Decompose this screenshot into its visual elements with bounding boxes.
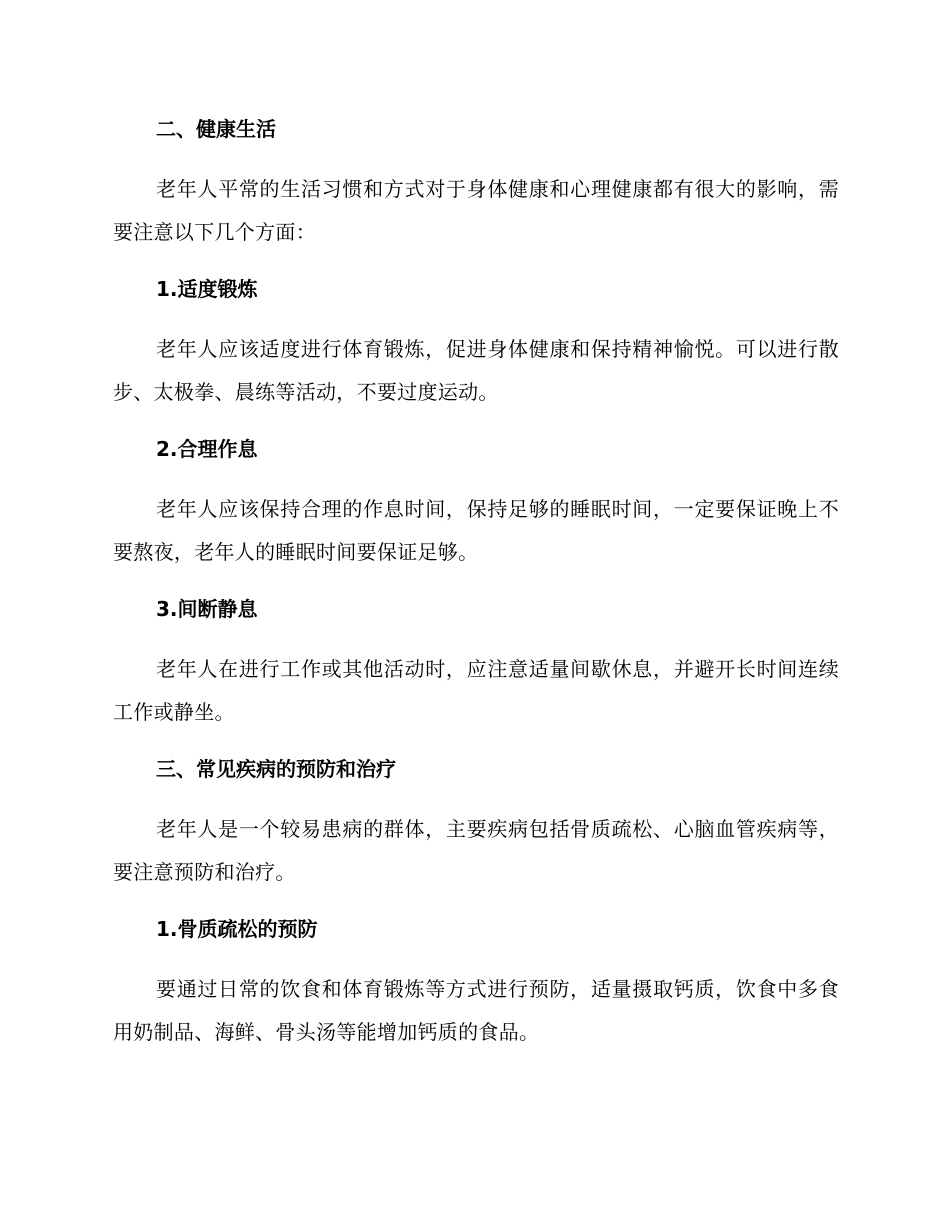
paragraph-moderate-exercise: 老年人应该适度进行体育锻炼，促进身体健康和保持精神愉悦。可以进行散步、太极拳、晨练等活动，不要过度运动。 bbox=[113, 337, 839, 404]
paragraph-disease-prevention-intro: 老年人是一个较易患病的群体，主要疾病包括骨质疏松、心脑血管疾病等，要注意预防和治疗。 bbox=[113, 817, 839, 884]
paragraph-reasonable-rest: 老年人应该保持合理的作息时间，保持足够的睡眠时间，一定要保证晚上不要熬夜，老年人的睡眠时间要保证足够。 bbox=[113, 497, 839, 564]
paragraph-osteoporosis-prevention: 要通过日常的饮食和体育锻炼等方式进行预防，适量摄取钙质，饮食中多食用奶制品、海鲜、骨头汤等能增加钙质的食品。 bbox=[113, 977, 839, 1044]
subheading-reasonable-rest: 2.合理作息 bbox=[156, 437, 258, 461]
paragraph-healthy-life-intro: 老年人平常的生活习惯和方式对于身体健康和心理健康都有很大的影响，需要注意以下几个方面： bbox=[113, 177, 839, 244]
section-heading-disease-prevention: 三、常见疾病的预防和治疗 bbox=[156, 757, 396, 781]
paragraph-intermittent-rest: 老年人在进行工作或其他活动时，应注意适量间歇休息，并避开长时间连续工作或静坐。 bbox=[113, 657, 839, 724]
subheading-intermittent-rest: 3.间断静息 bbox=[156, 597, 258, 621]
subheading-moderate-exercise: 1.适度锻炼 bbox=[156, 277, 258, 301]
section-heading-healthy-life: 二、健康生活 bbox=[156, 117, 276, 141]
subheading-osteoporosis-prevention: 1.骨质疏松的预防 bbox=[156, 917, 318, 941]
document-body bbox=[113, 112, 839, 1072]
